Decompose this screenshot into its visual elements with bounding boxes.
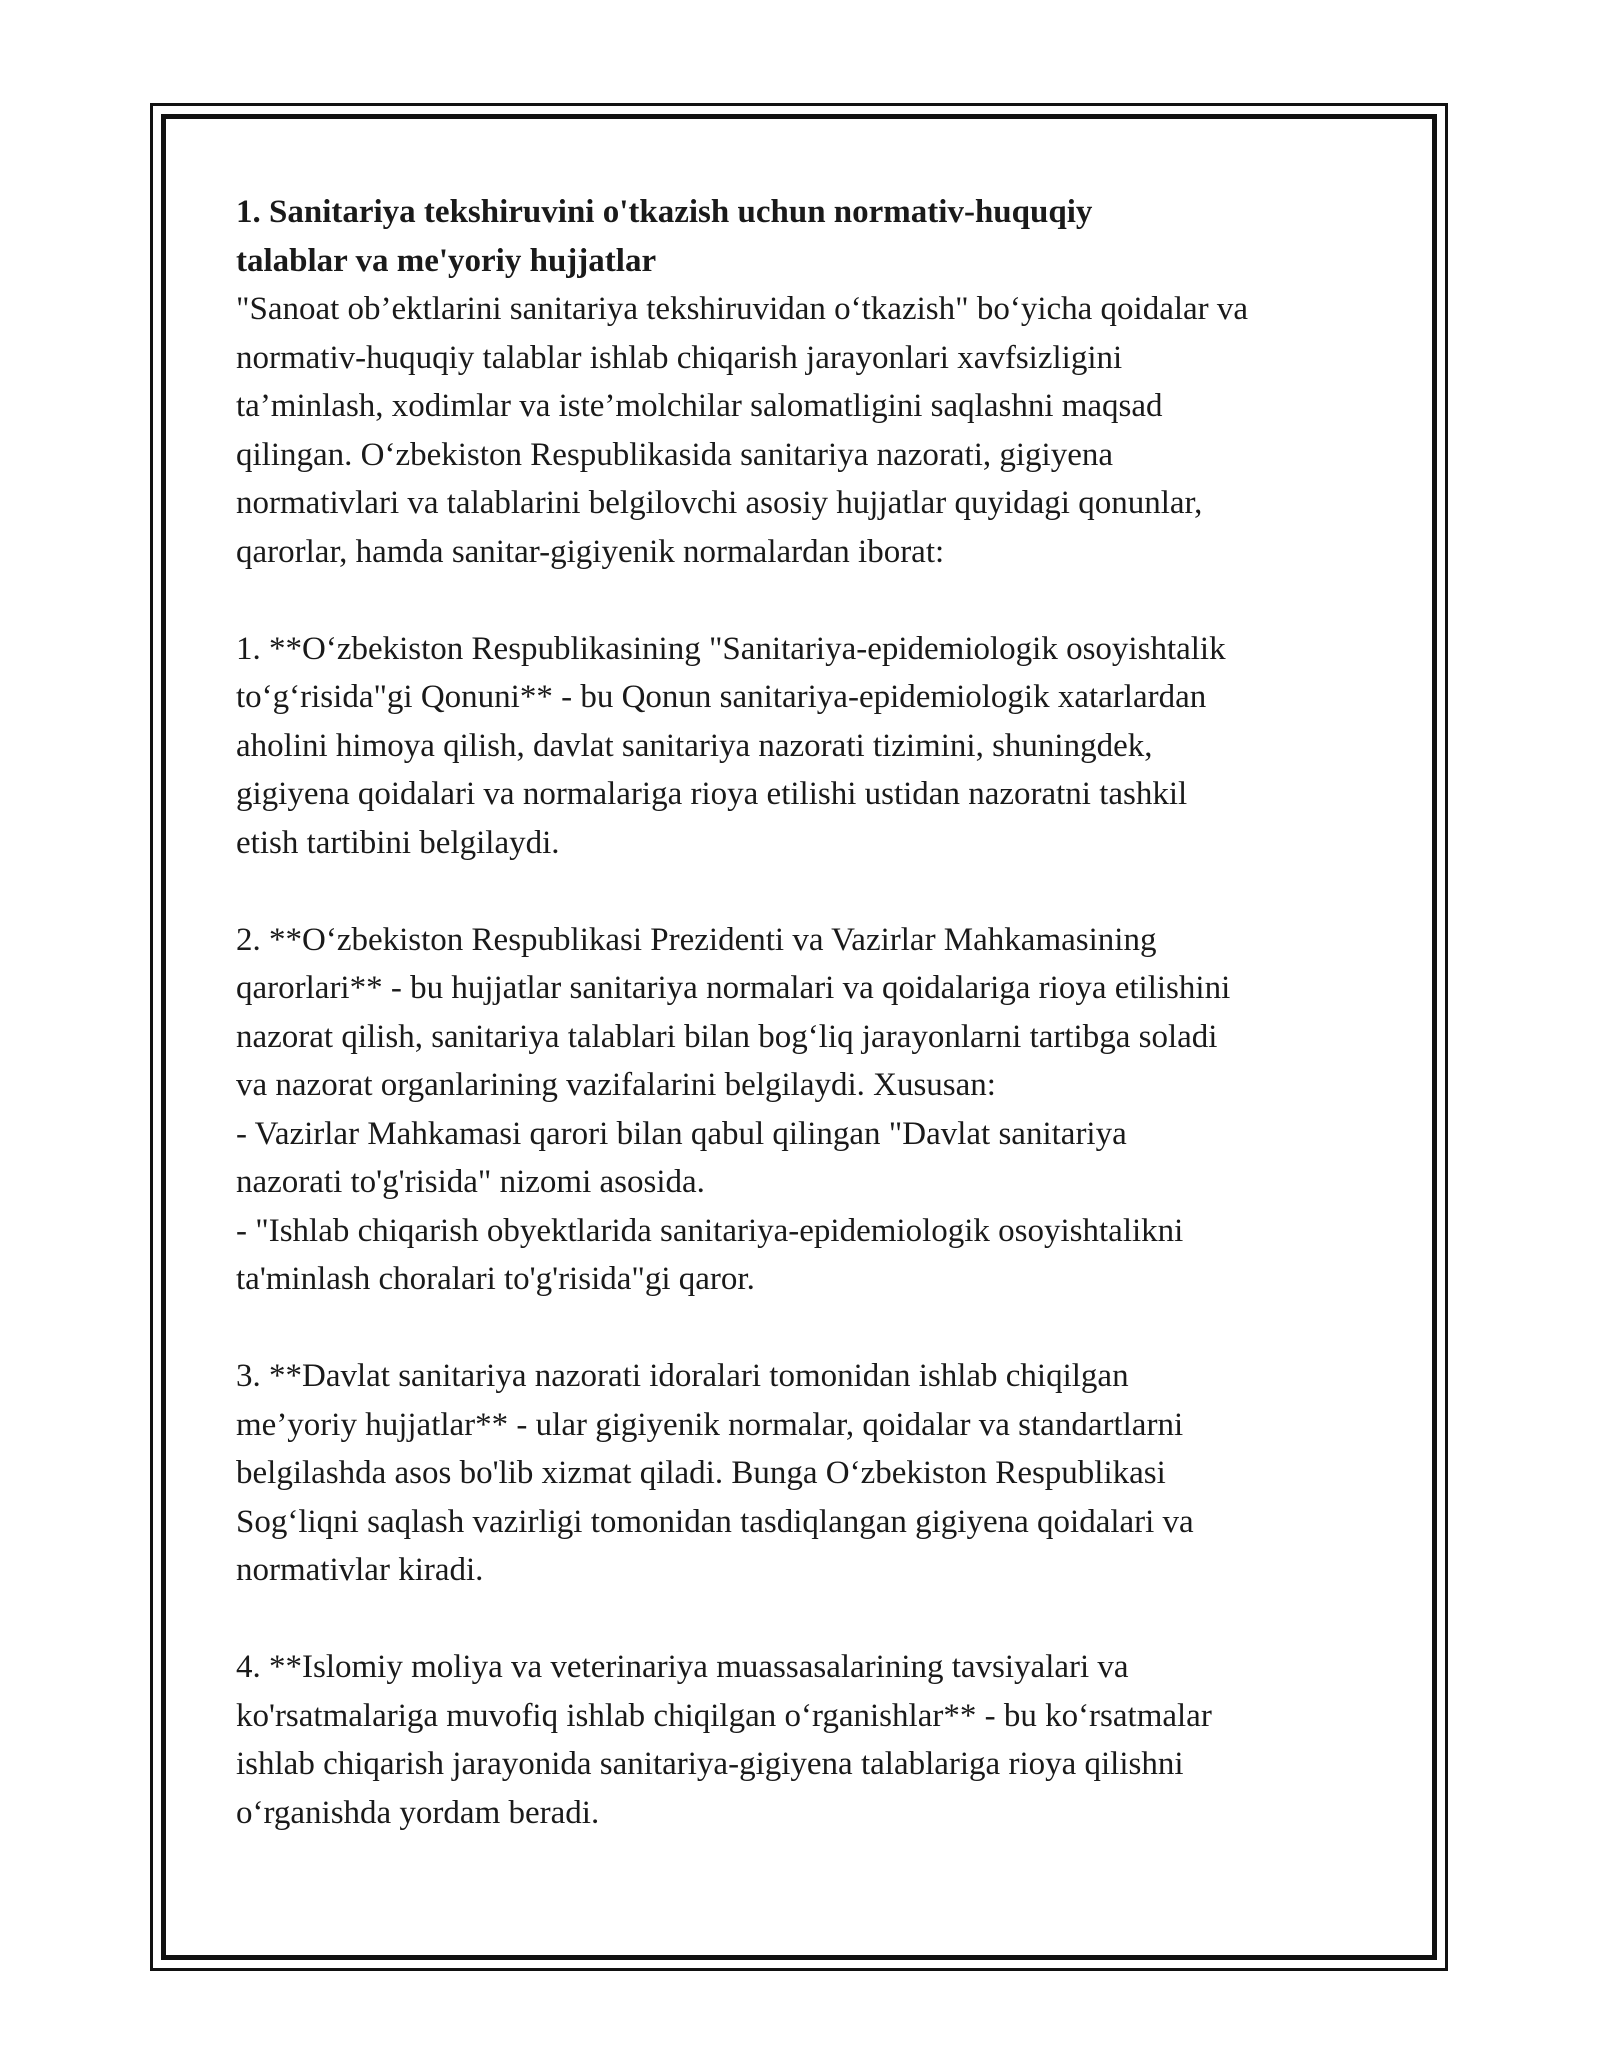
list-item-1: 1. **O‘zbekiston Respublikasining "Sanitariya-epidemiologik osoyishtalik to‘g‘risida"gi Qonuni** - bu Qonun sanitariya-epidemiologik xatarlardan aholini himoya qilish, davlat sanitariya nazorati tizimini, shuningdek, gigiyena qoidalari va normalariga rioya etilishi ustidan nazoratni tashkil etish tartibini belgilaydi. xyxy=(236,630,1226,861)
paragraph-spacer xyxy=(236,576,1386,625)
paragraph-spacer xyxy=(236,1304,1386,1353)
section-heading: 1. Sanitariya tekshiruvini o'tkazish uchun normativ-huquqiy talablar va me'yoriy hujjatlar xyxy=(236,194,1093,279)
list-item-4: 4. **Islomiy moliya va veterinariya muassasalarining tavsiyalari va ko'rsatmalariga muvofiq ishlab chiqilgan o‘rganishlar** - bu ko‘rsatmalar ishlab chiqarish jarayonida sanitariya-gigiyena talablariga rioya qilishni o‘rganishda yordam beradi. xyxy=(236,1649,1212,1831)
list-item-3: 3. **Davlat sanitariya nazorati idoralari tomonidan ishlab chiqilgan me’yoriy hujjatlar** - ular gigiyenik normalar, qoidalar va standartlarni belgilashda asos bo'lib xizmat qiladi. Bunga O‘zbekiston Respublikasi Sog‘liqni saqlash vazirligi tomonidan tasdiqlangan gigiyena qoidalari va normativlar kiradi. xyxy=(236,1358,1194,1588)
paragraph-spacer xyxy=(236,1595,1386,1644)
intro-paragraph: "Sanoat ob’ektlarini sanitariya tekshiruvidan o‘tkazish" bo‘yicha qoidalar va normativ-huquqiy talablar ishlab chiqarish jarayonlari xavfsizligini ta’minlash, xodimlar va iste’molchilar salomatligini saqlashni maqsad qilingan. O‘zbekiston Respublikasida sanitariya nazorati, gigiyena normativlari va talablarini belgilovchi asosiy hujjatlar quyidagi qonunlar, qarorlar, hamda sanitar-gigiyenik normalardan iborat: xyxy=(236,291,1249,570)
paragraph-spacer xyxy=(236,867,1386,916)
document-body xyxy=(236,188,1386,1837)
list-item-2: 2. **O‘zbekiston Respublikasi Prezidenti va Vazirlar Mahkamasining qarorlari** - bu hujjatlar sanitariya normalari va qoidalariga rioya etilishini nazorat qilish, sanitariya talablari bilan bog‘liq jarayonlarni tartibga soladi va nazorat organlarining vazifalarini belgilaydi. Xususan: - Vazirlar Mahkamasi qarori bilan qabul qilingan "Davlat sanitariya nazorati to'g'risida" nizomi asosida. - "Ishlab chiqarish obyektlarida sanitariya-epidemiologik osoyishtalikni ta'minlash choralari to'g'risida"gi qaror. xyxy=(236,921,1231,1297)
